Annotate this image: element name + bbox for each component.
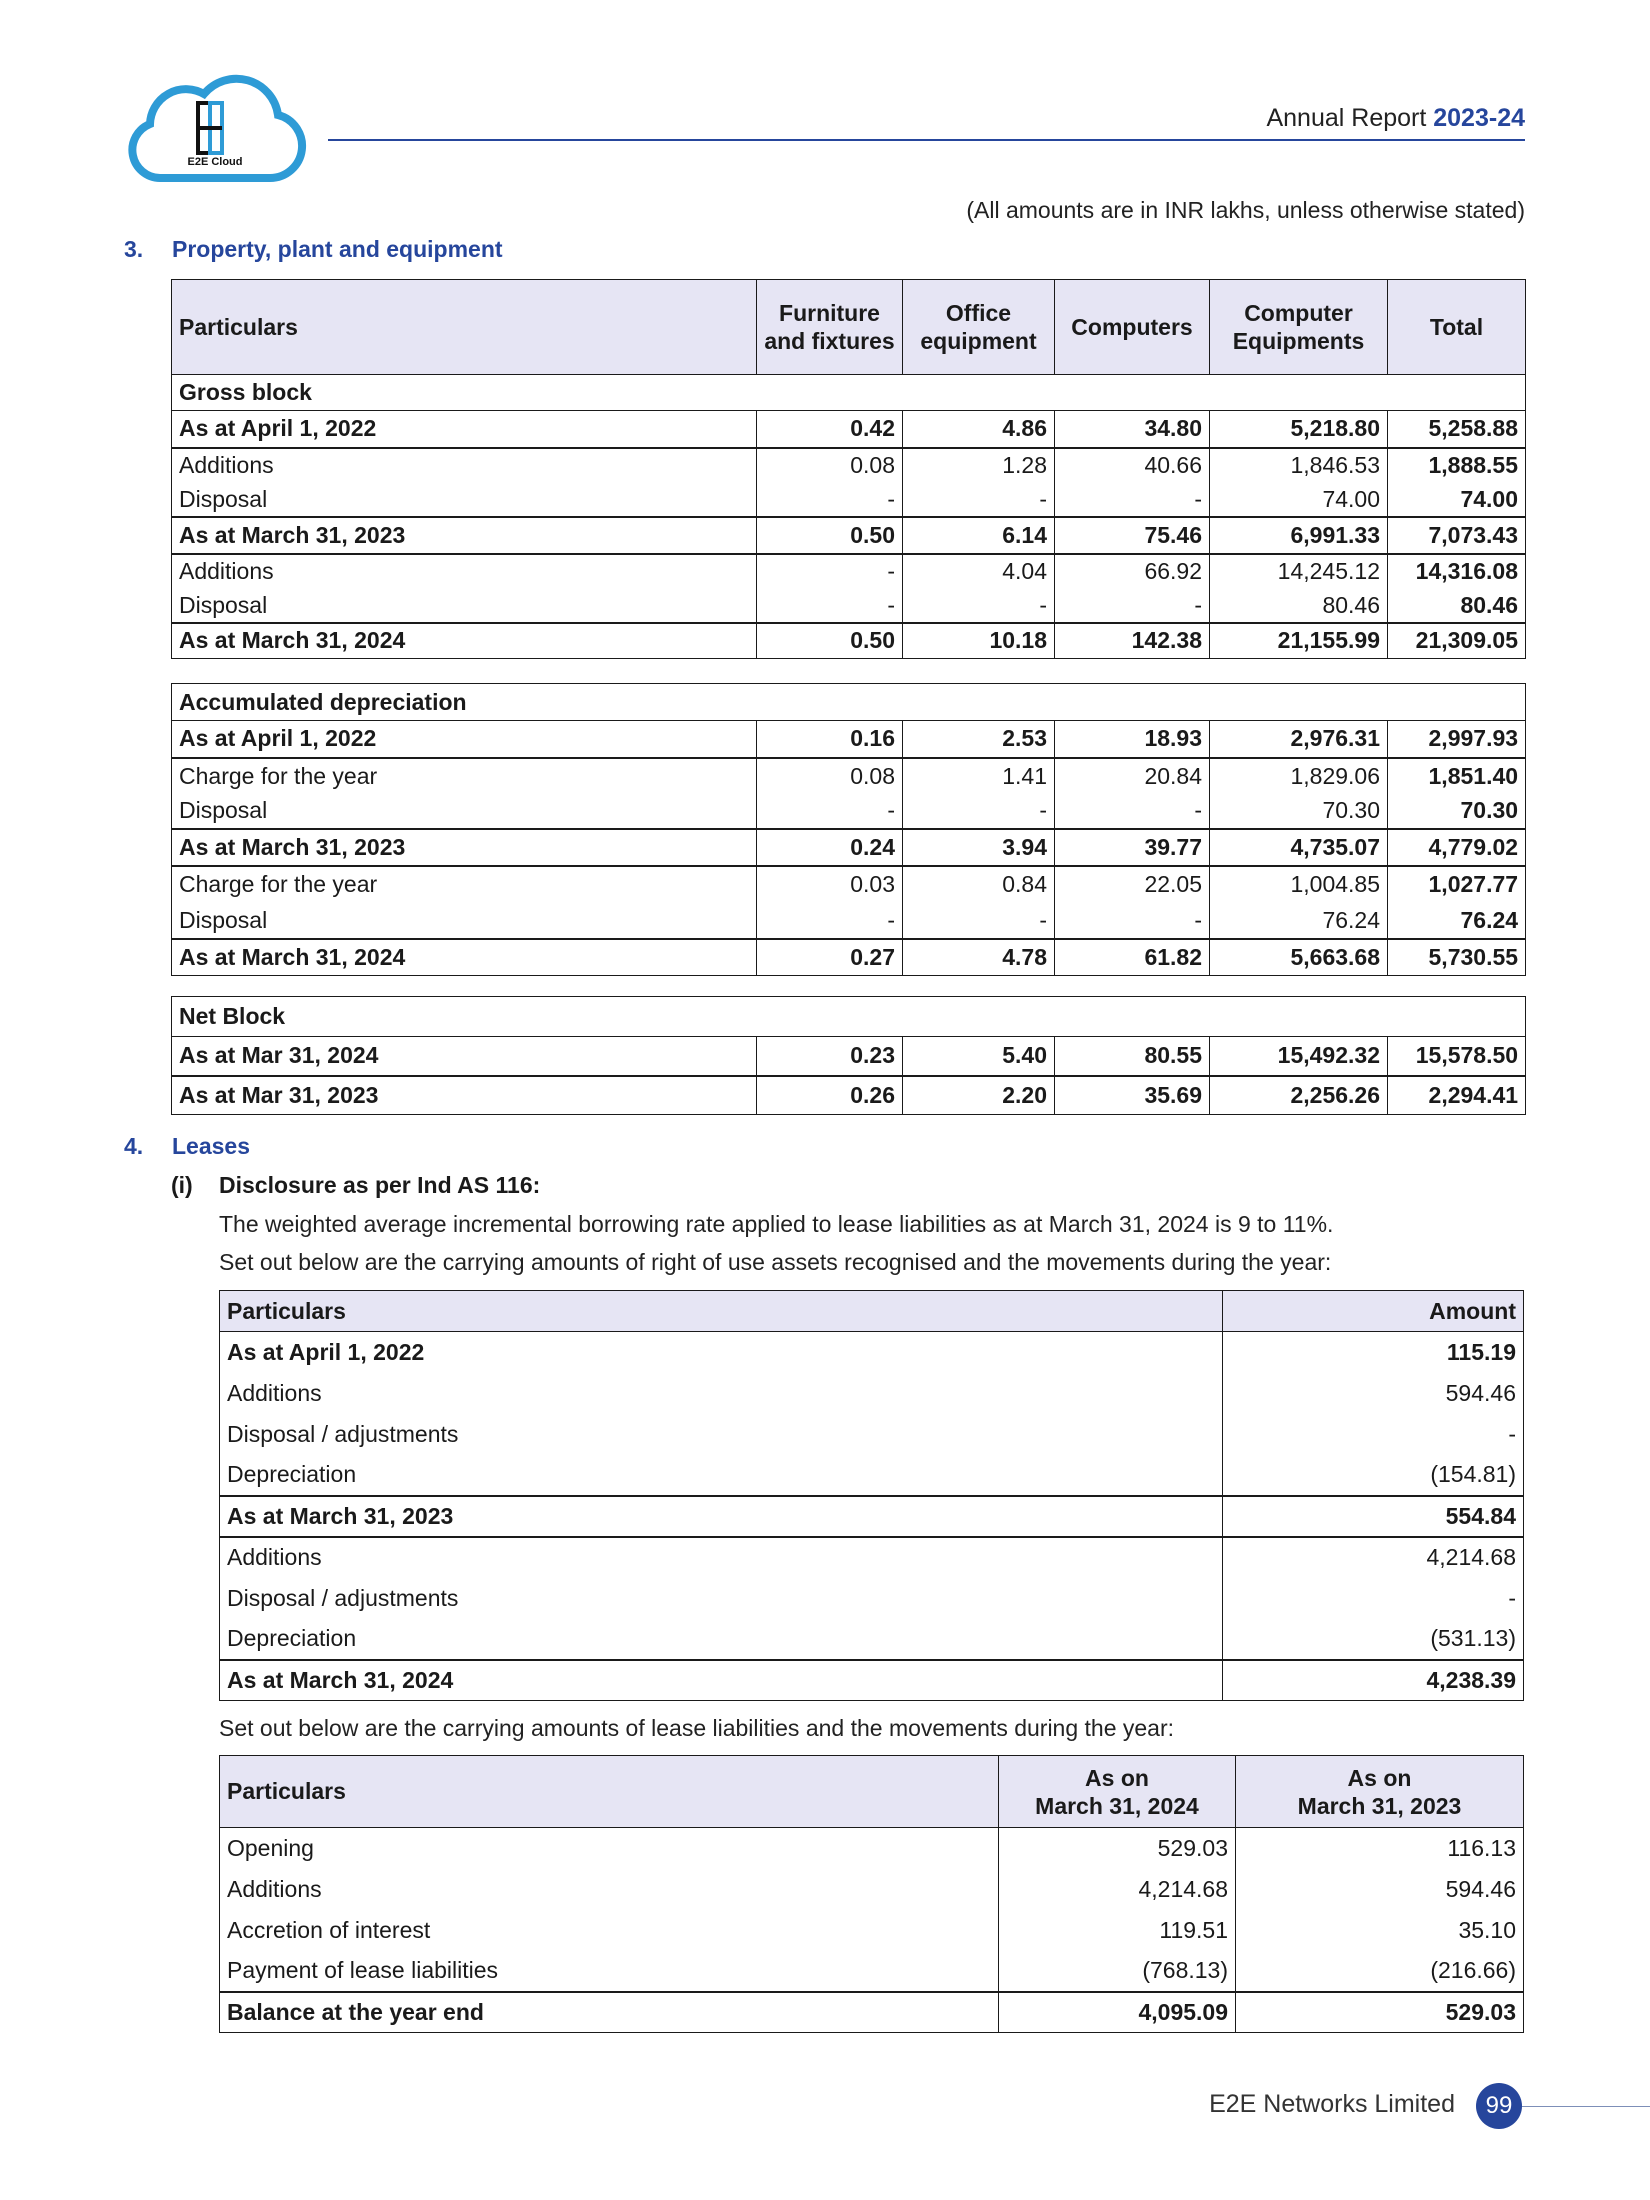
net_block-row — [172, 1037, 1526, 1076]
col-computer-equipments: Computer Equipments — [1210, 280, 1388, 375]
net_block-cell: 2,294.41 — [1388, 1076, 1526, 1115]
rou-row — [220, 1414, 1524, 1455]
ppe-gross-block-table — [171, 279, 1526, 659]
gross_block-cell: 34.80 — [1055, 411, 1210, 448]
liab-col-2023-line1: As on — [1347, 1764, 1412, 1791]
gross_block-row — [172, 623, 1526, 659]
liability-intro-paragraph: Set out below are the carrying amounts of lease liabilities and the movements during the year: — [219, 1715, 1175, 1741]
accumulated_depreciation-cell: 4.78 — [903, 939, 1055, 976]
gross_block-row-label: As at March 31, 2023 — [172, 517, 757, 554]
footer-company: E2E Networks Limited — [1209, 2090, 1455, 2118]
gross_block-cell: 10.18 — [903, 623, 1055, 659]
rou-row — [220, 1660, 1524, 1701]
accumulated_depreciation-row — [172, 939, 1526, 976]
gross_block-cell: 0.50 — [757, 517, 903, 554]
net-block-banner — [172, 997, 1526, 1037]
header-divider — [328, 139, 1525, 141]
rou-row-label: As at March 31, 2023 — [220, 1496, 1223, 1537]
accumulated_depreciation-row-label: As at March 31, 2024 — [172, 939, 757, 976]
accumulated_depreciation-cell: 0.84 — [903, 866, 1055, 903]
liab-col-2024-line1: As on — [1085, 1764, 1149, 1791]
rou-row-label: As at March 31, 2024 — [220, 1660, 1223, 1701]
gross_block-cell: 1,888.55 — [1388, 448, 1526, 483]
rou-row — [220, 1619, 1524, 1660]
rou-row — [220, 1578, 1524, 1619]
gross_block-cell: 74.00 — [1388, 483, 1526, 517]
rou-row — [220, 1496, 1524, 1537]
col-total: Total — [1388, 280, 1526, 375]
accumulated_depreciation-cell: 20.84 — [1055, 758, 1210, 794]
accumulated_depreciation-cell: 0.08 — [757, 758, 903, 794]
net_block-row-label: As at Mar 31, 2024 — [172, 1037, 757, 1076]
rou-row-value: 594.46 — [1223, 1373, 1524, 1414]
gross_block-row-label: As at March 31, 2024 — [172, 623, 757, 659]
accumulated_depreciation-row — [172, 721, 1526, 758]
liability-row — [220, 1992, 1524, 2033]
gross_block-row-label: Additions — [172, 448, 757, 483]
accumulated_depreciation-cell: 4,735.07 — [1210, 829, 1388, 866]
rou-row-label: Disposal / adjustments — [220, 1414, 1223, 1455]
accumulated_depreciation-cell: 0.27 — [757, 939, 903, 976]
gross_block-cell: - — [757, 483, 903, 517]
gross_block-cell: 0.08 — [757, 448, 903, 483]
rou-row-value: - — [1223, 1414, 1524, 1455]
accumulated_depreciation-cell: 3.94 — [903, 829, 1055, 866]
col-furniture: Furniture and fixtures — [757, 280, 903, 375]
net_block-cell: 2.20 — [903, 1076, 1055, 1115]
gross_block-cell: - — [1055, 483, 1210, 517]
rou-row-label: Disposal / adjustments — [220, 1578, 1223, 1619]
section-3-heading — [124, 236, 503, 263]
accumulated_depreciation-row-label: Disposal — [172, 903, 757, 939]
accumulated_depreciation-cell: 5,730.55 — [1388, 939, 1526, 976]
liability-value-2024: 4,214.68 — [999, 1869, 1236, 1910]
accumulated_depreciation-cell: 0.16 — [757, 721, 903, 758]
rou-col-amount: Amount — [1223, 1291, 1524, 1332]
gross_block-row — [172, 517, 1526, 554]
gross_block-cell: 75.46 — [1055, 517, 1210, 554]
ppe-net-block-table — [171, 996, 1526, 1115]
ppe-header-row — [172, 280, 1526, 375]
accumulated_depreciation-cell: - — [1055, 903, 1210, 939]
gross-block-title: Gross block — [172, 375, 1526, 411]
gross_block-cell: - — [903, 483, 1055, 517]
rou-row — [220, 1332, 1524, 1373]
accumulated_depreciation-cell: 1,829.06 — [1210, 758, 1388, 794]
rou-row-value: (154.81) — [1223, 1455, 1524, 1496]
accumulated_depreciation-cell: 4,779.02 — [1388, 829, 1526, 866]
rou-row-value: 554.84 — [1223, 1496, 1524, 1537]
gross_block-cell: 14,245.12 — [1210, 554, 1388, 589]
liability-row-label: Accretion of interest — [220, 1910, 999, 1951]
depreciation-banner — [172, 684, 1526, 721]
gross_block-cell: 74.00 — [1210, 483, 1388, 517]
liability-header-row — [220, 1756, 1524, 1828]
net_block-cell: 15,578.50 — [1388, 1037, 1526, 1076]
accumulated_depreciation-row-label: Disposal — [172, 794, 757, 829]
accumulated_depreciation-row — [172, 829, 1526, 866]
liability-value-2023: (216.66) — [1236, 1951, 1524, 1992]
gross_block-cell: 14,316.08 — [1388, 554, 1526, 589]
section-4-title: Leases — [172, 1133, 251, 1159]
gross_block-cell: - — [757, 554, 903, 589]
rou-row-value: 4,214.68 — [1223, 1537, 1524, 1578]
accumulated_depreciation-cell: 76.24 — [1210, 903, 1388, 939]
ppe-depreciation-table — [171, 683, 1526, 976]
gross_block-cell: 4.86 — [903, 411, 1055, 448]
section-4-heading — [124, 1133, 250, 1160]
net_block-cell: 80.55 — [1055, 1037, 1210, 1076]
liability-row — [220, 1910, 1524, 1951]
lease-liabilities-table — [219, 1755, 1524, 2033]
liability-value-2024: (768.13) — [999, 1951, 1236, 1992]
liability-value-2023: 116.13 — [1236, 1828, 1524, 1869]
report-year: 2023-24 — [1433, 104, 1525, 132]
depreciation-title: Accumulated depreciation — [172, 684, 1526, 721]
col-particulars: Particulars — [172, 280, 757, 375]
liability-row — [220, 1951, 1524, 1992]
accumulated_depreciation-cell: 2.53 — [903, 721, 1055, 758]
gross_block-row-label: Disposal — [172, 483, 757, 517]
gross_block-row — [172, 483, 1526, 517]
gross_block-cell: 5,258.88 — [1388, 411, 1526, 448]
accumulated_depreciation-cell: 39.77 — [1055, 829, 1210, 866]
subsection-title: Disclosure as per Ind AS 116: — [219, 1172, 541, 1198]
accumulated_depreciation-cell: - — [903, 903, 1055, 939]
gross_block-row-label: Disposal — [172, 589, 757, 623]
net_block-cell: 0.23 — [757, 1037, 903, 1076]
amounts-note: (All amounts are in INR lakhs, unless otherwise stated) — [966, 197, 1525, 223]
borrowing-rate-paragraph: The weighted average incremental borrowing rate applied to lease liabilities as at March 31, 2024 is 9 to 11%. — [219, 1211, 1334, 1237]
liability-row-label: Opening — [220, 1828, 999, 1869]
accumulated_depreciation-row-label: Charge for the year — [172, 866, 757, 903]
gross_block-cell: 0.42 — [757, 411, 903, 448]
liability-row-label: Additions — [220, 1869, 999, 1910]
accumulated_depreciation-row — [172, 866, 1526, 903]
liab-col-2023 — [1236, 1756, 1524, 1828]
liability-row-label: Payment of lease liabilities — [220, 1951, 999, 1992]
section-3-number: 3. — [124, 236, 144, 262]
gross_block-cell: 80.46 — [1388, 589, 1526, 623]
liability-value-2023: 594.46 — [1236, 1869, 1524, 1910]
gross_block-cell: 4.04 — [903, 554, 1055, 589]
accumulated_depreciation-cell: - — [1055, 794, 1210, 829]
accumulated_depreciation-cell: 5,663.68 — [1210, 939, 1388, 976]
accumulated_depreciation-cell: 70.30 — [1210, 794, 1388, 829]
accumulated_depreciation-cell: 1,851.40 — [1388, 758, 1526, 794]
gross_block-cell: - — [1055, 589, 1210, 623]
net_block-cell: 5.40 — [903, 1037, 1055, 1076]
gross_block-cell: - — [757, 589, 903, 623]
gross_block-row — [172, 448, 1526, 483]
accumulated_depreciation-cell: - — [757, 794, 903, 829]
liab-col-2024-line2: March 31, 2024 — [1035, 1792, 1199, 1819]
rou-row — [220, 1373, 1524, 1414]
liability-row — [220, 1828, 1524, 1869]
liability-value-2024: 119.51 — [999, 1910, 1236, 1951]
liability-value-2023: 529.03 — [1236, 1992, 1524, 2033]
liability-value-2024: 4,095.09 — [999, 1992, 1236, 2033]
liability-value-2023: 35.10 — [1236, 1910, 1524, 1951]
rou-row-value: 115.19 — [1223, 1332, 1524, 1373]
rou-row — [220, 1537, 1524, 1578]
report-title — [1266, 104, 1525, 133]
col-computers: Computers — [1055, 280, 1210, 375]
gross_block-cell: 40.66 — [1055, 448, 1210, 483]
gross_block-cell: 80.46 — [1210, 589, 1388, 623]
gross_block-row-label: Additions — [172, 554, 757, 589]
gross_block-cell: 5,218.80 — [1210, 411, 1388, 448]
accumulated_depreciation-cell: 18.93 — [1055, 721, 1210, 758]
rou-assets-table — [219, 1290, 1524, 1701]
gross_block-cell: 66.92 — [1055, 554, 1210, 589]
accumulated_depreciation-cell: 76.24 — [1388, 903, 1526, 939]
company-logo — [120, 58, 310, 188]
accumulated_depreciation-cell: 1,027.77 — [1388, 866, 1526, 903]
gross_block-row — [172, 554, 1526, 589]
accumulated_depreciation-cell: 0.03 — [757, 866, 903, 903]
rou-row-value: (531.13) — [1223, 1619, 1524, 1660]
gross_block-row — [172, 411, 1526, 448]
accumulated_depreciation-cell: 61.82 — [1055, 939, 1210, 976]
accumulated_depreciation-cell: - — [903, 794, 1055, 829]
gross_block-cell: 1.28 — [903, 448, 1055, 483]
rou-col-particulars: Particulars — [220, 1291, 1223, 1332]
liab-col-2023-line2: March 31, 2023 — [1297, 1792, 1462, 1819]
logo-text: E2E Cloud — [187, 156, 243, 168]
footer-divider — [1520, 2106, 1650, 2107]
rou-row-label: Depreciation — [220, 1619, 1223, 1660]
accumulated_depreciation-row — [172, 903, 1526, 939]
accumulated_depreciation-row-label: As at March 31, 2023 — [172, 829, 757, 866]
rou-row — [220, 1455, 1524, 1496]
gross-block-banner — [172, 375, 1526, 411]
accumulated_depreciation-row — [172, 794, 1526, 829]
gross_block-cell: 1,846.53 — [1210, 448, 1388, 483]
rou-row-label: Additions — [220, 1373, 1223, 1414]
gross_block-cell: 7,073.43 — [1388, 517, 1526, 554]
subsection-heading — [171, 1172, 540, 1199]
accumulated_depreciation-cell: 2,976.31 — [1210, 721, 1388, 758]
rou-row-value: - — [1223, 1578, 1524, 1619]
gross_block-cell: 6,991.33 — [1210, 517, 1388, 554]
accumulated_depreciation-row — [172, 758, 1526, 794]
accumulated_depreciation-cell: 1.41 — [903, 758, 1055, 794]
liability-row-label: Balance at the year end — [220, 1992, 999, 2033]
net_block-cell: 35.69 — [1055, 1076, 1210, 1115]
accumulated_depreciation-row-label: As at April 1, 2022 — [172, 721, 757, 758]
rou-row-label: As at April 1, 2022 — [220, 1332, 1223, 1373]
accumulated_depreciation-cell: 22.05 — [1055, 866, 1210, 903]
accumulated_depreciation-cell: 70.30 — [1388, 794, 1526, 829]
accumulated_depreciation-cell: - — [757, 903, 903, 939]
net_block-cell: 2,256.26 — [1210, 1076, 1388, 1115]
section-3-title: Property, plant and equipment — [172, 236, 503, 262]
rou-row-label: Depreciation — [220, 1455, 1223, 1496]
accumulated_depreciation-cell: 2,997.93 — [1388, 721, 1526, 758]
gross_block-cell: 6.14 — [903, 517, 1055, 554]
subsection-number: (i) — [171, 1172, 193, 1198]
net_block-row-label: As at Mar 31, 2023 — [172, 1076, 757, 1115]
accumulated_depreciation-row-label: Charge for the year — [172, 758, 757, 794]
accumulated_depreciation-cell: 1,004.85 — [1210, 866, 1388, 903]
gross_block-cell: 21,155.99 — [1210, 623, 1388, 659]
net_block-cell: 15,492.32 — [1210, 1037, 1388, 1076]
liability-value-2024: 529.03 — [999, 1828, 1236, 1869]
net_block-row — [172, 1076, 1526, 1115]
rou-header-row — [220, 1291, 1524, 1332]
accumulated_depreciation-cell: 0.24 — [757, 829, 903, 866]
gross_block-row — [172, 589, 1526, 623]
liability-row — [220, 1869, 1524, 1910]
rou-intro-paragraph: Set out below are the carrying amounts of right of use assets recognised and the movements during the year: — [219, 1249, 1332, 1275]
net_block-cell: 0.26 — [757, 1076, 903, 1115]
rou-row-value: 4,238.39 — [1223, 1660, 1524, 1701]
gross_block-row-label: As at April 1, 2022 — [172, 411, 757, 448]
gross_block-cell: 142.38 — [1055, 623, 1210, 659]
page-number: 99 — [1476, 2083, 1522, 2129]
col-office-equipment: Office equipment — [903, 280, 1055, 375]
gross_block-cell: - — [903, 589, 1055, 623]
gross_block-cell: 21,309.05 — [1388, 623, 1526, 659]
liab-col-particulars: Particulars — [220, 1756, 999, 1828]
report-label: Annual Report — [1266, 104, 1427, 132]
net-block-title: Net Block — [172, 997, 1526, 1037]
section-4-number: 4. — [124, 1133, 144, 1159]
rou-row-label: Additions — [220, 1537, 1223, 1578]
liab-col-2024 — [999, 1756, 1236, 1828]
gross_block-cell: 0.50 — [757, 623, 903, 659]
